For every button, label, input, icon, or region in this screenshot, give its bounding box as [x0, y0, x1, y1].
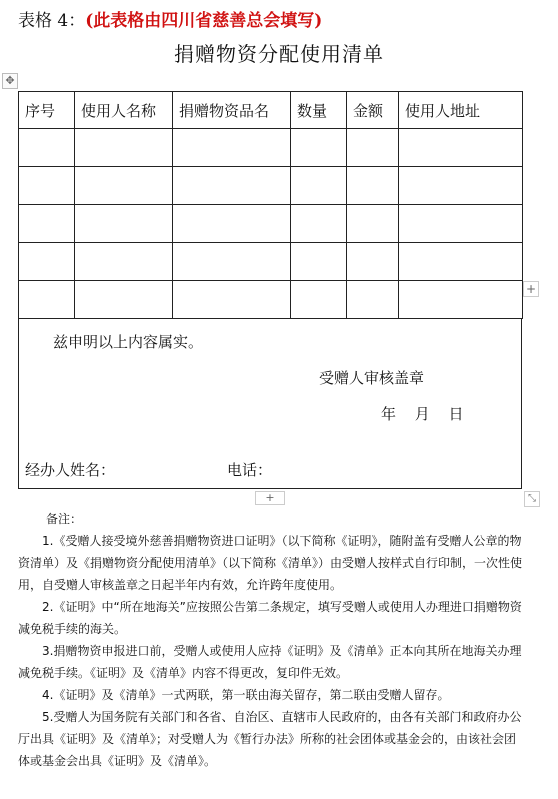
- table-cell[interactable]: [19, 281, 75, 319]
- header-cell-quantity: 数量: [291, 92, 347, 129]
- note-item: 4.《证明》及《清单》一式两联，第一联由海关留存，第二联由受赠人留存。: [42, 688, 450, 702]
- table-cell[interactable]: [291, 205, 347, 243]
- table-cell[interactable]: [291, 281, 347, 319]
- note-item: 5.受赠人为国务院有关部门和各省、自治区、直辖市人民政府的，由各有关部门和政府办公厅出具《证明》及《清单》；对受赠人为《暂行办法》所称的社会团体或基金会的，由该社会团体或基金会出具《证明》及《清单》。: [18, 710, 522, 768]
- header-cell-amount: 金额: [347, 92, 399, 129]
- form-number-label: 表格 4：: [18, 11, 86, 31]
- form-heading: [18, 6, 322, 31]
- note-item: 1.《受赠人接受境外慈善捐赠物资进口证明》（以下简称《证明》，随附盖有受赠人公章的物资清单）及《捐赠物资分配使用清单》（以下简称《清单》）由受赠人按样式自行印制，一次性使用，自受赠人审核盖章之日起半年内有效，允许跨年度使用。: [18, 534, 523, 592]
- table-cell[interactable]: [173, 205, 291, 243]
- table-cell[interactable]: [75, 205, 173, 243]
- add-column-icon[interactable]: +: [523, 281, 539, 297]
- table-cell[interactable]: [75, 167, 173, 205]
- table-cell[interactable]: [75, 243, 173, 281]
- table-row: [19, 243, 523, 281]
- declaration-box[interactable]: [18, 319, 522, 489]
- table-cell[interactable]: [399, 243, 523, 281]
- table-cell[interactable]: [19, 243, 75, 281]
- table-cell[interactable]: [19, 167, 75, 205]
- allocation-table: [18, 91, 523, 319]
- table-cell[interactable]: [173, 281, 291, 319]
- table-cell[interactable]: [291, 243, 347, 281]
- handler-name-label: 经办人姓名：: [25, 461, 116, 479]
- table-cell[interactable]: [173, 243, 291, 281]
- table-cell[interactable]: [291, 129, 347, 167]
- table-cell[interactable]: [75, 129, 173, 167]
- page-title: 捐赠物资分配使用清单: [174, 42, 384, 66]
- notes-title: 备注：: [46, 512, 83, 526]
- table-cell[interactable]: [19, 205, 75, 243]
- declaration-text: 兹申明以上内容属实。: [53, 333, 204, 351]
- seal-label: 受赠人审核盖章: [319, 369, 425, 387]
- table-cell[interactable]: [347, 167, 399, 205]
- table-cell[interactable]: [399, 281, 523, 319]
- note-item: 2.《证明》中“所在地海关”应按照公告第二条规定，填写受赠人或使用人办理进口捐赠物资减免税手续的海关。: [18, 600, 522, 636]
- table-row: [19, 281, 523, 319]
- table-cell[interactable]: [347, 129, 399, 167]
- table-cell[interactable]: [347, 243, 399, 281]
- note-item: 3.捐赠物资申报进口前，受赠人或使用人应持《证明》及《清单》正本向其所在地海关办理减免税手续。《证明》及《清单》内容不得更改，复印件无效。: [18, 644, 522, 680]
- header-cell-index: 序号: [19, 92, 75, 129]
- notes-section: [18, 508, 523, 772]
- table-cell[interactable]: [347, 281, 399, 319]
- table-move-handle-icon[interactable]: ✥: [2, 73, 18, 89]
- table-cell[interactable]: [291, 167, 347, 205]
- table-cell[interactable]: [19, 129, 75, 167]
- table-row: [19, 129, 523, 167]
- table-cell[interactable]: [173, 129, 291, 167]
- table-cell[interactable]: [347, 205, 399, 243]
- table-cell[interactable]: [399, 205, 523, 243]
- table-header-row: [19, 92, 523, 129]
- table-cell[interactable]: [75, 281, 173, 319]
- table-cell[interactable]: [399, 129, 523, 167]
- table-cell[interactable]: [399, 167, 523, 205]
- header-cell-user-address: 使用人地址: [399, 92, 523, 129]
- phone-label: 电话：: [227, 461, 273, 479]
- table-cell[interactable]: [173, 167, 291, 205]
- table-row: [19, 167, 523, 205]
- table-row: [19, 205, 523, 243]
- header-cell-item-name: 捐赠物资品名: [173, 92, 291, 129]
- form-fill-note: (此表格由四川省慈善总会填写): [85, 11, 323, 31]
- table-resize-handle-icon[interactable]: ⤡: [524, 491, 540, 507]
- header-cell-user-name: 使用人名称: [75, 92, 173, 129]
- date-label: 年 月 日: [381, 405, 464, 423]
- add-row-icon[interactable]: +: [255, 491, 285, 505]
